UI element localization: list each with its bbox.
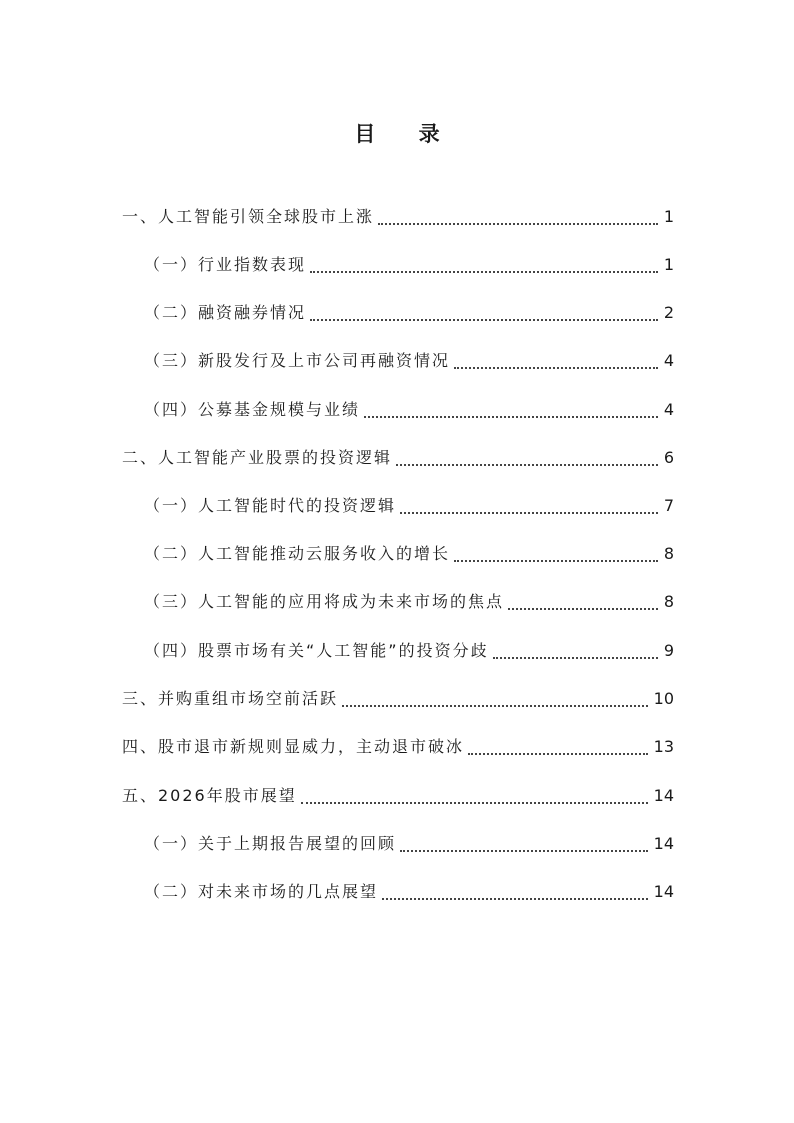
toc-leader-dots bbox=[454, 367, 658, 369]
toc-entry-page: 14 bbox=[653, 834, 674, 853]
toc-entry[interactable] bbox=[144, 542, 674, 566]
toc-entry[interactable] bbox=[122, 784, 674, 808]
toc-leader-dots bbox=[310, 319, 658, 321]
toc-entry-label: （三）人工智能的应用将成为未来市场的焦点 bbox=[144, 592, 505, 611]
toc-entry[interactable] bbox=[122, 205, 674, 229]
toc-entry-page: 13 bbox=[653, 737, 674, 756]
toc-entry-page: 2 bbox=[663, 303, 674, 322]
toc-leader-dots bbox=[468, 753, 648, 755]
toc-entry[interactable] bbox=[144, 494, 674, 518]
toc-entry[interactable] bbox=[144, 639, 674, 663]
toc-entry[interactable] bbox=[144, 832, 674, 856]
toc-entry-page: 6 bbox=[663, 448, 674, 467]
toc-entry-label: （二）人工智能推动云服务收入的增长 bbox=[144, 544, 451, 563]
toc-entry[interactable] bbox=[144, 349, 674, 373]
toc-entry[interactable] bbox=[122, 735, 674, 759]
toc-leader-dots bbox=[378, 223, 658, 225]
toc-entry-label: （一）人工智能时代的投资逻辑 bbox=[144, 496, 397, 515]
toc-entry-page: 14 bbox=[653, 786, 674, 805]
toc-entry-page: 10 bbox=[653, 689, 674, 708]
toc-entry-page: 1 bbox=[663, 207, 674, 226]
toc-entry[interactable] bbox=[144, 253, 674, 277]
toc-entry-label: 五、2026年股市展望 bbox=[122, 786, 297, 805]
toc-entry-page: 14 bbox=[653, 882, 674, 901]
toc-entry-label: （四）公募基金规模与业绩 bbox=[144, 400, 361, 419]
toc-entry[interactable] bbox=[144, 880, 674, 904]
toc-entry-label: （一）关于上期报告展望的回顾 bbox=[144, 834, 397, 853]
toc-entry-page: 8 bbox=[663, 592, 674, 611]
toc-entry-page: 9 bbox=[663, 641, 674, 660]
toc-entry-page: 7 bbox=[663, 496, 674, 515]
toc-entry-label: 一、人工智能引领全球股市上涨 bbox=[122, 207, 375, 226]
toc-entry-page: 4 bbox=[663, 351, 674, 370]
toc-entry-page: 1 bbox=[663, 255, 674, 274]
toc-entry-page: 8 bbox=[663, 544, 674, 563]
toc-leader-dots bbox=[493, 657, 658, 659]
toc-entry-label: （一）行业指数表现 bbox=[144, 255, 307, 274]
toc-leader-dots bbox=[400, 850, 648, 852]
toc-entry-label: （二）融资融券情况 bbox=[144, 303, 307, 322]
toc-entry-label: 四、股市退市新规则显威力，主动退市破冰 bbox=[122, 737, 465, 756]
toc-leader-dots bbox=[400, 512, 658, 514]
toc-leader-dots bbox=[508, 608, 658, 610]
toc-leader-dots bbox=[454, 560, 658, 562]
page-title: 目 录 bbox=[354, 122, 458, 146]
toc-leader-dots bbox=[301, 802, 648, 804]
toc-entry-page: 4 bbox=[663, 400, 674, 419]
toc-entry[interactable] bbox=[122, 687, 674, 711]
toc-entry-label: （四）股票市场有关“人工智能”的投资分歧 bbox=[144, 641, 489, 660]
toc-leader-dots bbox=[342, 705, 648, 707]
toc-entry[interactable] bbox=[122, 446, 674, 470]
toc-leader-dots bbox=[382, 898, 648, 900]
toc-entry-label: 二、人工智能产业股票的投资逻辑 bbox=[122, 448, 393, 467]
toc-leader-dots bbox=[396, 464, 658, 466]
toc-entry-label: （二）对未来市场的几点展望 bbox=[144, 882, 379, 901]
toc-leader-dots bbox=[364, 416, 658, 418]
toc-entry[interactable] bbox=[144, 301, 674, 325]
toc-entry[interactable] bbox=[144, 398, 674, 422]
toc-entry[interactable] bbox=[144, 590, 674, 614]
toc-leader-dots bbox=[310, 271, 658, 273]
toc-entry-label: （三）新股发行及上市公司再融资情况 bbox=[144, 351, 451, 370]
toc-entry-label: 三、并购重组市场空前活跃 bbox=[122, 689, 339, 708]
